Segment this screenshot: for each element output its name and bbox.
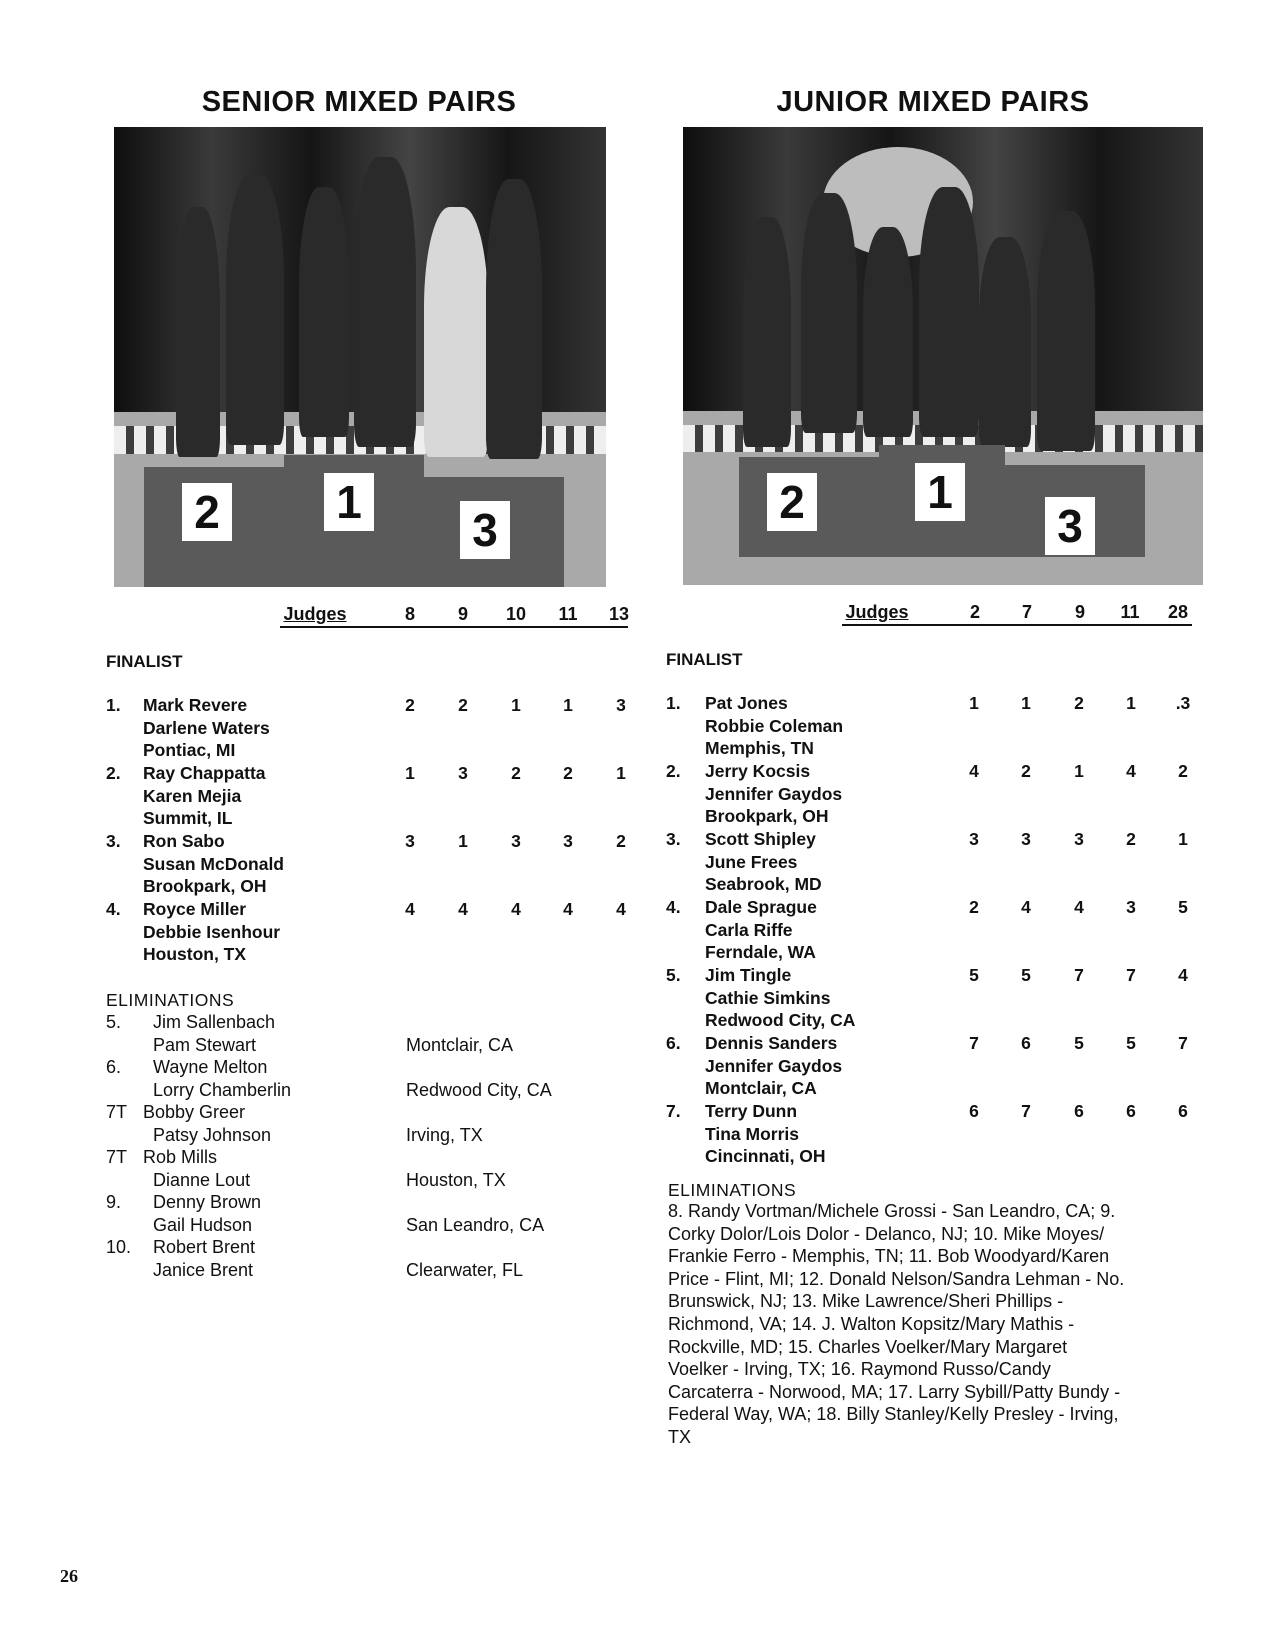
skater-name: Jennifer Gaydos	[705, 1055, 843, 1076]
senior-elimination-entry	[106, 1056, 626, 1101]
finalist-names	[705, 760, 842, 828]
senior-finalist-entry	[106, 762, 636, 830]
senior-finalist-entry	[106, 898, 636, 966]
skater-name: Cathie Simkins	[705, 987, 831, 1008]
judge-number: 2	[969, 602, 980, 622]
judge-score: 7	[1126, 965, 1136, 985]
hometown: Brookpark, OH	[705, 806, 829, 826]
skater-figure	[424, 207, 488, 457]
elimination-line: Richmond, VA; 14. J. Walton Kopsitz/Mary Mathis -	[668, 1313, 1075, 1334]
judge-score: 1	[563, 695, 573, 715]
finalist-names	[705, 1100, 826, 1168]
skater-name: Terry Dunn	[705, 1101, 798, 1121]
hometown: Houston, TX	[143, 944, 247, 964]
junior-title: JUNIOR MIXED PAIRS	[776, 86, 1090, 118]
skater-name: Dennis Sanders	[705, 1033, 838, 1053]
elimination-line: Brunswick, NJ; 13. Mike Lawrence/Sheri Phillips -	[668, 1291, 1064, 1312]
skater-name: Janice Brent	[153, 1259, 254, 1280]
skater-figure	[299, 187, 349, 437]
judge-score: 3	[458, 763, 468, 783]
senior-elimination-entry	[106, 1101, 626, 1146]
skater-name: Pam Stewart	[153, 1034, 257, 1055]
hometown: Montclair, CA	[406, 1034, 514, 1055]
podium-number: 2	[767, 473, 817, 531]
elimination-rank: 7T	[106, 1147, 128, 1167]
finalist-rank: 1.	[106, 695, 121, 715]
judge-number: 28	[1167, 602, 1189, 622]
senior-elimination-entry	[106, 1236, 626, 1281]
skater-name: Dianne Lout	[153, 1169, 251, 1190]
judge-score: 4	[1074, 897, 1084, 917]
finalist-rank: 4.	[666, 897, 681, 917]
skater-name: Carla Riffe	[705, 919, 793, 940]
judge-score: 6	[1074, 1101, 1084, 1121]
skater-name: Jim Tingle	[705, 965, 792, 985]
judge-score: 4	[405, 899, 415, 919]
elimination-rank: 7T	[106, 1102, 128, 1122]
judge-score: 7	[1021, 1101, 1031, 1121]
senior-finalist-entry	[106, 830, 636, 898]
judge-score: 3	[1021, 829, 1031, 849]
judge-score: 4	[511, 899, 521, 919]
junior-finalist-entry	[666, 896, 1206, 964]
skater-name: June Frees	[705, 851, 798, 872]
senior-finalist-entry	[106, 694, 636, 762]
judge-score: 1	[1021, 693, 1031, 713]
judge-number: 11	[558, 604, 578, 624]
finalist-names	[705, 1032, 842, 1100]
judges-label: Judges	[845, 602, 909, 622]
judge-score: 6	[1021, 1033, 1031, 1053]
judge-score: 3	[1074, 829, 1084, 849]
judge-score: 5	[969, 965, 979, 985]
judge-score: 5	[1074, 1033, 1084, 1053]
senior-eliminations-label: ELIMINATIONS	[106, 990, 235, 1010]
hometown: Ferndale, WA	[705, 942, 816, 962]
elimination-line: TX	[668, 1426, 692, 1447]
junior-finalist-entry	[666, 828, 1206, 896]
skater-figure	[176, 207, 220, 457]
finalist-rank: 5.	[666, 965, 681, 985]
skater-name: Ron Sabo	[143, 831, 225, 851]
judge-score: 7	[969, 1033, 979, 1053]
judge-score: 1	[458, 831, 468, 851]
judges-label: Judges	[283, 604, 347, 624]
judge-score: 2	[458, 695, 468, 715]
hometown: Pontiac, MI	[143, 740, 236, 760]
elimination-rank: 10.	[106, 1237, 132, 1257]
finalist-rank: 6.	[666, 1033, 681, 1053]
judge-score: 1	[1074, 761, 1084, 781]
junior-finalist-entry	[666, 692, 1206, 760]
podium-number: 3	[1045, 497, 1095, 555]
elimination-line: Federal Way, WA; 18. Billy Stanley/Kelly Presley - Irving,	[668, 1404, 1119, 1425]
judge-score: 3	[405, 831, 415, 851]
judge-number: 7	[1021, 602, 1032, 622]
hometown: Montclair, CA	[705, 1078, 817, 1098]
judge-score: 1	[405, 763, 415, 783]
skater-figure	[863, 227, 913, 437]
hometown: San Leandro, CA	[406, 1214, 545, 1235]
hometown: Irving, TX	[406, 1124, 483, 1145]
junior-finalist-entry	[666, 760, 1206, 828]
skater-name: Robert Brent	[153, 1237, 256, 1257]
senior-title: SENIOR MIXED PAIRS	[201, 86, 517, 118]
elimination-names	[143, 1101, 271, 1146]
hometown: Redwood City, CA	[406, 1079, 552, 1100]
judge-number: 8	[404, 604, 415, 624]
junior-finalist-entry	[666, 964, 1206, 1032]
skater-name: Dale Sprague	[705, 897, 817, 917]
judge-score: 1	[1178, 829, 1188, 849]
skater-figure	[354, 157, 416, 447]
podium-number: 1	[324, 473, 374, 531]
skater-figure	[919, 187, 979, 437]
judge-number: 11	[1120, 602, 1140, 622]
senior-judges-underline	[280, 626, 628, 628]
judge-score: 2	[1126, 829, 1136, 849]
finalist-names	[143, 762, 266, 830]
skater-name: Pat Jones	[705, 693, 788, 713]
judge-score: 2	[1178, 761, 1188, 781]
judge-score: 4	[1021, 897, 1031, 917]
elimination-rank: 6.	[106, 1057, 122, 1077]
skater-figure	[226, 175, 284, 445]
junior-finalist-entry	[666, 1032, 1206, 1100]
finalist-names	[143, 898, 280, 966]
junior-finalist-entry	[666, 1100, 1206, 1168]
judge-score: 1	[616, 763, 626, 783]
hometown: Houston, TX	[406, 1169, 506, 1190]
finalist-rank: 7.	[666, 1101, 681, 1121]
hometown: Memphis, TN	[705, 738, 814, 758]
judge-score: 3	[969, 829, 979, 849]
skater-name: Gail Hudson	[153, 1214, 253, 1235]
judge-score: 6	[1126, 1101, 1136, 1121]
skater-figure	[743, 217, 791, 447]
judge-score: 4	[563, 899, 573, 919]
senior-elimination-entry	[106, 1011, 626, 1056]
finalist-names	[705, 828, 822, 896]
judge-score: 5	[1178, 897, 1188, 917]
judge-score: 3	[616, 695, 626, 715]
skater-name: Tina Morris	[705, 1123, 800, 1144]
skater-figure	[979, 237, 1031, 447]
senior-elimination-entry	[106, 1146, 626, 1191]
skater-name: Wayne Melton	[153, 1057, 268, 1077]
elimination-line: Carcaterra - Norwood, MA; 17. Larry Sybill/Patty Bundy -	[668, 1381, 1121, 1402]
judge-score: 4	[616, 899, 626, 919]
judge-score: 1	[511, 695, 521, 715]
elimination-names	[153, 1011, 275, 1056]
senior-elimination-entry	[106, 1191, 626, 1236]
judge-score: 2	[1074, 693, 1084, 713]
finalist-names	[705, 964, 855, 1032]
judge-score: 2	[563, 763, 573, 783]
judge-score: 5	[1126, 1033, 1136, 1053]
judge-score: .3	[1175, 693, 1191, 713]
elimination-line: Corky Dolor/Lois Dolor - Delanco, NJ; 10. Mike Moyes/	[668, 1223, 1105, 1244]
judge-score: 6	[1178, 1101, 1188, 1121]
skater-name: Royce Miller	[143, 899, 247, 919]
judge-score: 6	[969, 1101, 979, 1121]
elimination-names	[153, 1191, 261, 1236]
skater-name: Karen Mejia	[143, 785, 242, 806]
finalist-rank: 2.	[666, 761, 681, 781]
podium-number: 3	[460, 501, 510, 559]
hometown: Brookpark, OH	[143, 876, 267, 896]
skater-name: Lorry Chamberlin	[153, 1079, 292, 1100]
skater-name: Jim Sallenbach	[153, 1012, 276, 1032]
skater-name: Mark Revere	[143, 695, 248, 715]
junior-judges-underline	[842, 624, 1192, 626]
elimination-line: Voelker - Irving, TX; 16. Raymond Russo/Candy	[668, 1359, 1051, 1380]
judge-score: 3	[511, 831, 521, 851]
skater-name: Susan McDonald	[143, 853, 284, 874]
judge-score: 4	[1126, 761, 1136, 781]
elimination-line: Price - Flint, MI; 12. Donald Nelson/Sandra Lehman - No.	[668, 1268, 1125, 1289]
elimination-line: Rockville, MD; 15. Charles Voelker/Mary Margaret	[668, 1336, 1068, 1357]
skater-name: Robbie Coleman	[705, 715, 844, 736]
judge-score: 1	[1126, 693, 1136, 713]
elimination-names	[153, 1056, 291, 1101]
skater-name: Debbie Isenhour	[143, 921, 281, 942]
judge-number: 9	[1074, 602, 1085, 622]
junior-eliminations-list	[668, 1200, 1208, 1449]
skater-name: Patsy Johnson	[153, 1124, 272, 1145]
finalist-names	[143, 830, 284, 898]
elimination-line: 8. Randy Vortman/Michele Grossi - San Leandro, CA; 9.	[668, 1201, 1116, 1221]
elimination-names	[153, 1236, 255, 1281]
judge-number: 10	[505, 604, 527, 624]
judge-score: 4	[969, 761, 979, 781]
hometown: Cincinnati, OH	[705, 1146, 826, 1166]
elimination-rank: 5.	[106, 1012, 122, 1032]
skater-name: Jennifer Gaydos	[705, 783, 843, 804]
page-number: 26	[60, 1566, 78, 1586]
finalist-rank: 1.	[666, 693, 681, 713]
skater-name: Denny Brown	[153, 1192, 262, 1212]
junior-podium-photo	[683, 127, 1203, 585]
finalist-rank: 3.	[666, 829, 681, 849]
judge-score: 3	[563, 831, 573, 851]
judge-score: 5	[1021, 965, 1031, 985]
skater-figure	[486, 179, 542, 459]
skater-name: Scott Shipley	[705, 829, 816, 849]
elimination-names	[143, 1146, 250, 1191]
podium-number: 1	[915, 463, 965, 521]
elimination-line: Frankie Ferro - Memphis, TN; 11. Bob Woodyard/Karen	[668, 1246, 1110, 1267]
judge-score: 2	[1021, 761, 1031, 781]
judge-score: 3	[1126, 897, 1136, 917]
hometown: Seabrook, MD	[705, 874, 822, 894]
judge-score: 2	[616, 831, 626, 851]
senior-finalist-label: FINALIST	[106, 652, 183, 671]
skater-figure	[801, 193, 857, 433]
skater-name: Ray Chappatta	[143, 763, 266, 783]
finalist-names	[705, 692, 843, 760]
skater-name: Rob Mills	[143, 1147, 218, 1167]
hometown: Summit, IL	[143, 808, 233, 828]
judge-score: 7	[1178, 1033, 1188, 1053]
junior-judges-row	[0, 602, 1200, 626]
judge-score: 7	[1074, 965, 1084, 985]
judge-score: 2	[511, 763, 521, 783]
hometown: Clearwater, FL	[406, 1259, 524, 1280]
judge-score: 2	[969, 897, 979, 917]
finalist-names	[143, 694, 270, 762]
judge-score: 2	[405, 695, 415, 715]
judge-score: 4	[1178, 965, 1188, 985]
judge-score: 4	[458, 899, 468, 919]
skater-figure	[1037, 211, 1095, 451]
judge-number: 13	[608, 604, 630, 624]
judge-score: 1	[969, 693, 979, 713]
junior-eliminations-label: ELIMINATIONS	[668, 1180, 797, 1200]
finalist-rank: 4.	[106, 899, 121, 919]
judge-number: 9	[457, 604, 468, 624]
finalist-names	[705, 896, 817, 964]
skater-name: Bobby Greer	[143, 1102, 246, 1122]
elimination-rank: 9.	[106, 1192, 122, 1212]
skater-name: Jerry Kocsis	[705, 761, 811, 781]
podium-number: 2	[182, 483, 232, 541]
junior-finalist-label: FINALIST	[666, 650, 743, 669]
finalist-rank: 2.	[106, 763, 121, 783]
hometown: Redwood City, CA	[705, 1010, 856, 1030]
senior-podium-photo	[114, 127, 606, 587]
finalist-rank: 3.	[106, 831, 121, 851]
skater-name: Darlene Waters	[143, 717, 270, 738]
